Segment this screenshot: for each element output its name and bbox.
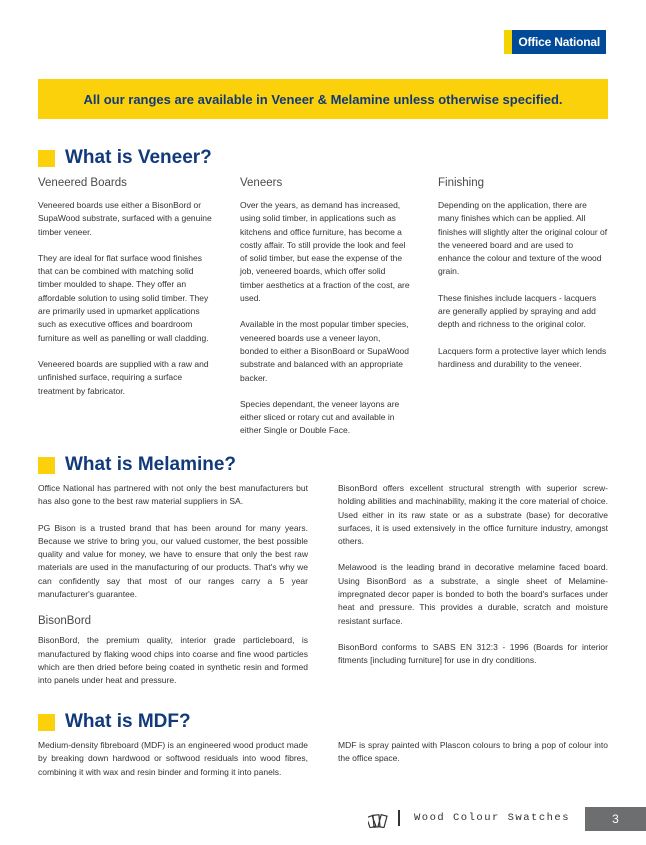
section-marker [38, 457, 55, 474]
melamine-right-p2: Melawood is the leading brand in decorative melamine faced board. Using BisonBord as a substrate, a single sheet of Melamine-impregnated decor paper is bonded to both the board's surfaces under heat and pressure. This provides a durable, scratch and moisture resistant surface. [338, 562, 608, 626]
section-marker [38, 150, 55, 167]
veneer-section-header [38, 147, 212, 169]
swatch-fan-icon [368, 810, 390, 828]
finishing-p2: These finishes include lacquers - lacquers are generally applied by spraying and add depth and richness to the original color. [438, 292, 597, 330]
veneered-boards-heading: Veneered Boards [38, 177, 127, 189]
availability-banner [38, 79, 608, 119]
logo-text: Office National [512, 30, 606, 54]
veneers-column [240, 176, 410, 451]
banner-text: All our ranges are available in Veneer & Melamine unless otherwise specified. [83, 91, 563, 107]
bisonbord-heading: BisonBord [38, 615, 92, 628]
veneer-title: What is Veneer? [65, 147, 212, 168]
melamine-right-column [338, 482, 608, 681]
footer-label: Wood Colour Swatches [414, 812, 571, 824]
mdf-title: What is MDF? [65, 711, 191, 732]
veneers-p2: Available in the most popular timber species, veneered boards use a veneer layon, bonded to either a BisonBoard or SupaWood substrate and balanced with an appropriate backer. [240, 319, 410, 383]
page-number: 3 [585, 807, 646, 831]
veneers-p3: Species dependant, the veneer layons are either sliced or rotary cut and available in either Single or Double Face. [240, 398, 400, 436]
melamine-title: What is Melamine? [65, 454, 237, 475]
veneers-p1: Over the years, as demand has increased, using solid timber, in applications such as kitchens and office furniture, has become a costly affair. To still provide the look and feel of solid timber, but ease the expense of the job, veneered boards, which offer solid timber aesthetics at a fraction of the cost, are used. [240, 200, 410, 304]
melamine-left-p2: PG Bison is a trusted brand that has been around for many years. Because we strive to bring you, our valued customer, the best possible quality and value for money, we have to ensure that only the best raw materials are used in the manufacturing of our products. That's why we can confidently say that most of our ranges carry a 5 year manufacturer's guarantee. [38, 522, 308, 600]
mdf-left-column [38, 739, 308, 792]
veneered-boards-p3: Veneered boards are supplied with a raw and unfinished surface, requiring a surface treatment by fabricator. [38, 358, 209, 396]
veneers-heading: Veneers [240, 177, 283, 189]
melamine-right-p3: BisonBord conforms to SABS EN 312:3 - 1996 (Boards for interior fitments [including furniture] for use in dry conditions. [338, 641, 608, 666]
mdf-section-header [38, 711, 191, 733]
finishing-column [438, 176, 608, 384]
finishing-p3: Lacquers form a protective layer which lends hardiness and durability to the veneer. [438, 345, 607, 369]
footer-divider [398, 810, 400, 826]
melamine-left-column [38, 482, 308, 701]
mdf-right-column [338, 739, 608, 779]
finishing-heading: Finishing [438, 177, 485, 189]
page-footer [0, 807, 646, 831]
veneered-boards-column [38, 176, 213, 411]
mdf-left-p: Medium-density fibreboard (MDF) is an engineered wood product made by breaking down hardwood or softwood residuals into wood fibres, combining it with wax and resin binder and forming it into panels. [38, 740, 308, 777]
melamine-section-header [38, 454, 236, 476]
office-national-logo [504, 30, 606, 54]
veneered-boards-p2: They are ideal for flat surface wood finishes that can be combined with matching solid timber moulded to shape. They offer an affordable solution to using solid timber. They are primarily used in upmarket applications such as executive offices and boardroom furniture as well as panelling or wall cladding. [38, 252, 209, 343]
finishing-p1: Depending on the application, there are many finishes which can be applied. All finishes will slightly alter the original colour of the veneered board and are used to enhance the colour and texture of the wood grain. [438, 200, 608, 277]
mdf-right-p: MDF is spray painted with Plascon colours to bring a pop of colour into the office space. [338, 740, 608, 764]
veneered-boards-p1: Veneered boards use either a BisonBord or SupaWood substrate, surfaced with a genuine timber veneer. [38, 200, 212, 237]
melamine-left-p1: Office National has partnered with not only the best manufacturers but has also gone to the best raw material suppliers in SA. [38, 483, 308, 507]
melamine-right-p1: BisonBord offers excellent structural strength with superior screw-holding abilities and machinability, making it the core material of choice. Used either in its raw state or as a substrate (base) for decorative surfaces, it is used extensively in the office furniture industry, amongst others. [338, 483, 608, 547]
melamine-left-p3: BisonBord, the premium quality, interior grade particleboard, is manufactured by flaking wood chips into coarse and fine wood particles which are then dried before being coated in synthetic resin and formed into panels under heat and pressure. [38, 635, 308, 686]
logo-accent [504, 30, 512, 54]
section-marker [38, 714, 55, 731]
